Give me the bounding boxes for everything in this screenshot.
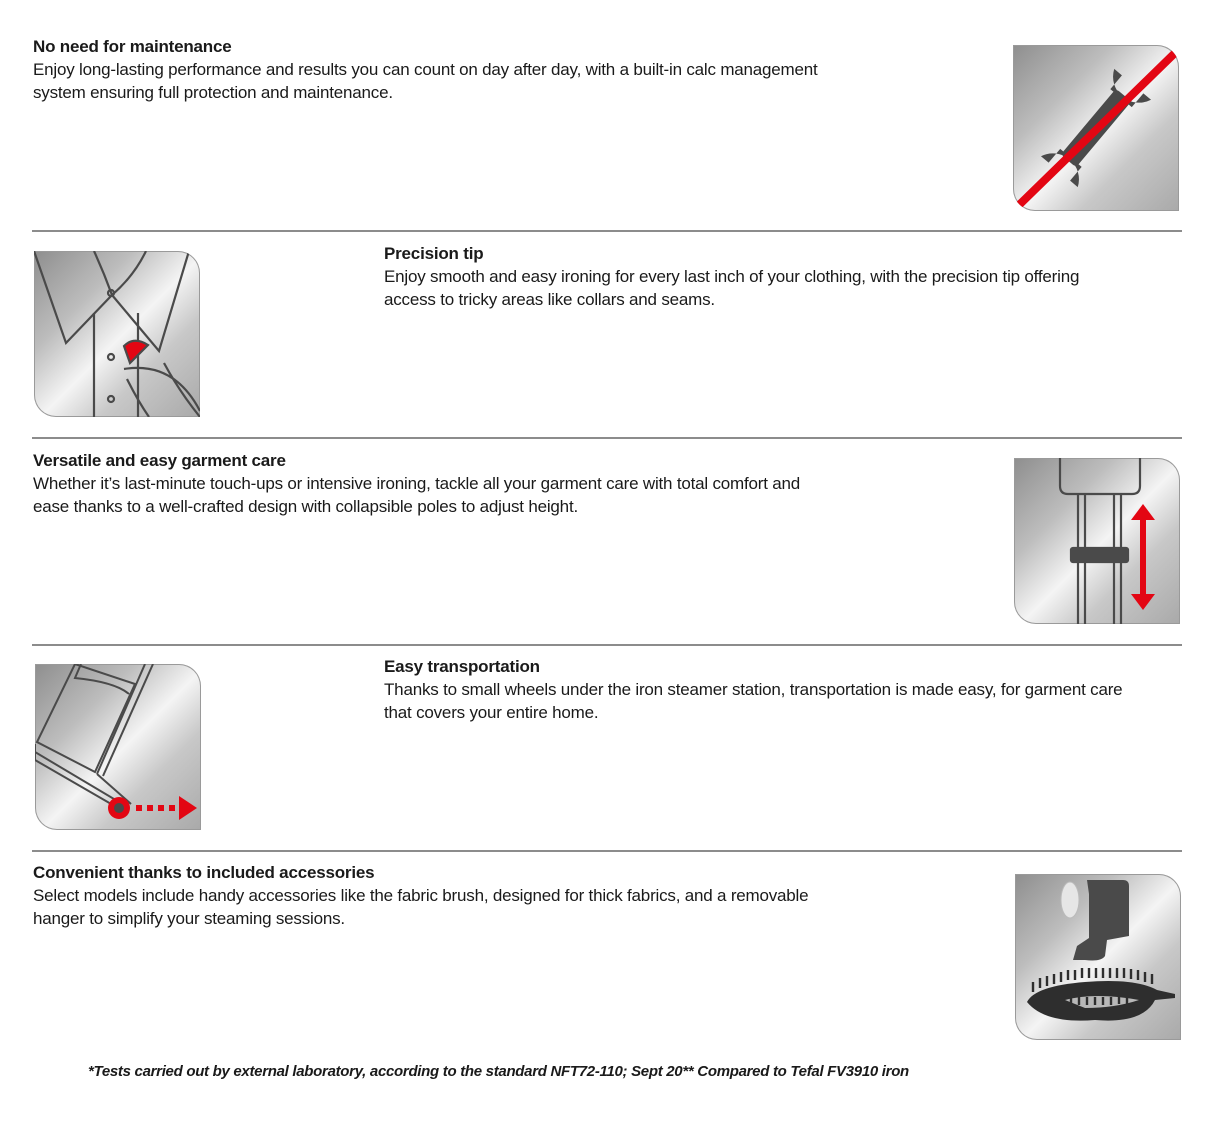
feature-included-accessories (33, 861, 833, 930)
feature-description: Enjoy smooth and easy ironing for every last inch of your clothing, with the precision tip offering access to tricky areas like collars and seams. (384, 267, 1080, 309)
feature-title: Convenient thanks to included accessories (33, 863, 375, 882)
feature-easy-transportation (384, 655, 1144, 724)
feature-versatile-garment-care (33, 449, 833, 518)
shirt-collar-precision-tip-icon (34, 251, 200, 417)
divider (32, 850, 1182, 852)
feature-description: Thanks to small wheels under the iron steamer station, transportation is made easy, for garment care that covers your entire home. (384, 680, 1123, 722)
feature-description: Select models include handy accessories like the fabric brush, designed for thick fabrics, and a removable hanger to simplify your steaming sessions. (33, 886, 809, 928)
feature-title: Easy transportation (384, 657, 540, 676)
footnote: *Tests carried out by external laboratory, according to the standard NFT72-110; Sept 20** Compared to Tefal FV3910 iron (88, 1063, 909, 1080)
divider (32, 230, 1182, 232)
feature-description: Whether it’s last-minute touch-ups or intensive ironing, tackle all your garment care with total comfort and ease thanks to a well-crafted design with collapsible poles to adjust height. (33, 474, 801, 516)
feature-title: No need for maintenance (33, 37, 232, 56)
adjustable-height-pole-icon (1014, 458, 1180, 624)
feature-title: Precision tip (384, 244, 484, 263)
divider (32, 644, 1182, 646)
feature-description: Enjoy long-lasting performance and results you can count on day after day, with a built-in calc management system ensuring full protection and maintenance. (33, 60, 818, 102)
feature-no-maintenance (33, 35, 833, 104)
wheel-transport-icon (35, 664, 201, 830)
feature-title: Versatile and easy garment care (33, 451, 286, 470)
accessories-brush-hanger-icon (1015, 874, 1181, 1040)
no-maintenance-wrench-icon (1013, 45, 1179, 211)
feature-precision-tip (384, 242, 1144, 311)
divider (32, 437, 1182, 439)
